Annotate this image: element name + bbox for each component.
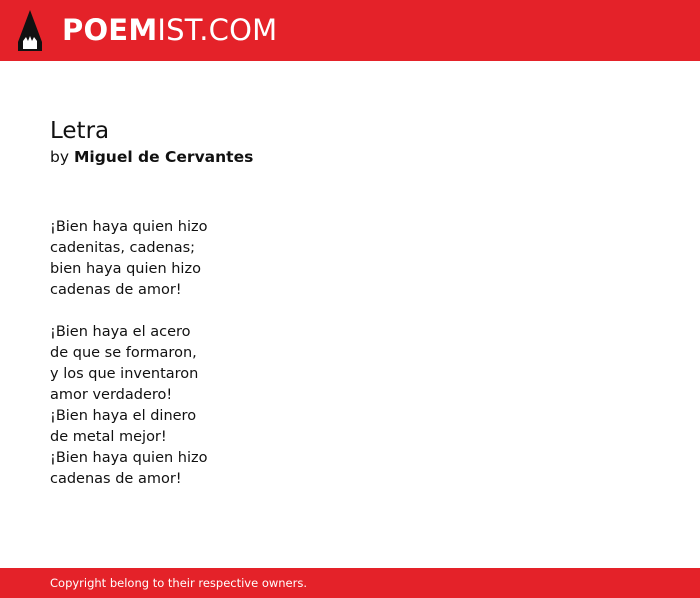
poem-line: de que se formaron, — [50, 345, 197, 361]
site-footer — [0, 568, 700, 598]
poem-line: ¡Bien haya el acero — [50, 324, 191, 340]
site-header — [0, 0, 700, 61]
poem-byline — [50, 147, 650, 167]
poem-line: ¡Bien haya quien hizo — [50, 450, 208, 466]
poem-body — [50, 217, 650, 490]
poem-line: cadenitas, cadenas; — [50, 240, 196, 256]
poem-title: Letra — [50, 118, 110, 144]
poem-line: ¡Bien haya el dinero — [50, 408, 197, 424]
poem-line: bien haya quien hizo — [50, 261, 201, 277]
copyright-text: Copyright belong to their respective owners. — [50, 576, 308, 590]
byline-prefix: by — [50, 148, 70, 166]
poem-author[interactable]: Miguel de Cervantes — [73, 148, 254, 166]
logo-light-text: IST.COM — [157, 13, 278, 47]
logo-bold-text: POEM — [62, 13, 158, 47]
poem-content — [50, 115, 650, 511]
pencil-tip-icon[interactable] — [18, 10, 42, 51]
poem-stanza-2 — [50, 322, 650, 490]
poem-stanza-1 — [50, 217, 650, 301]
poem-line: cadenas de amor! — [50, 282, 182, 298]
poem-line: cadenas de amor! — [50, 471, 182, 487]
poem-line: ¡Bien haya quien hizo — [50, 219, 208, 235]
poem-line: de metal mejor! — [50, 429, 167, 445]
poem-line: amor verdadero! — [50, 387, 173, 403]
site-logo[interactable] — [62, 12, 277, 48]
poem-line: y los que inventaron — [50, 366, 199, 382]
